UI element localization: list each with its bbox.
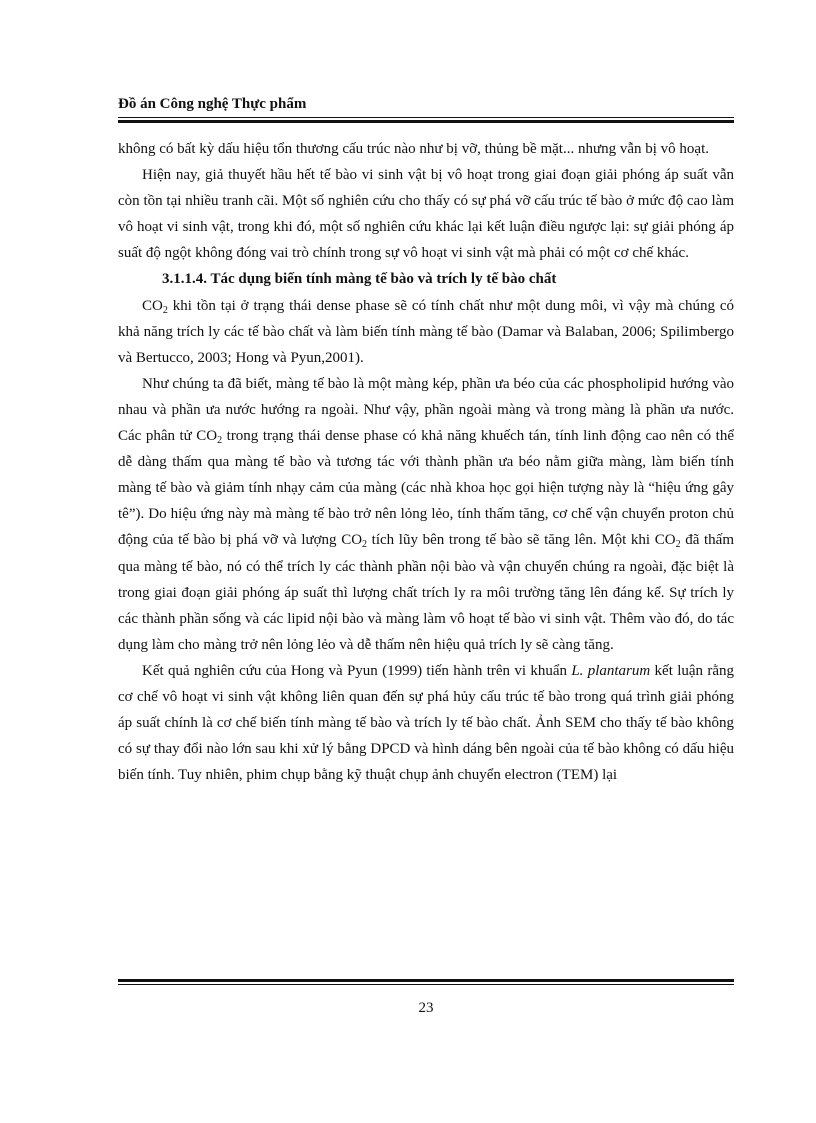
- document-body: [118, 136, 734, 788]
- italic-text: L. plantarum: [571, 662, 651, 679]
- page-number: 23: [418, 1000, 434, 1016]
- text-segment: kết luận rằng cơ chế vô hoạt vi sinh vật không liên quan đến sự phá hủy cấu trúc tế bào trong quá trình giải phóng áp suất chính là cơ chế biến tính màng tế bào và trích ly tế bào chất. Ảnh SEM cho thấy tế bào không có sự thay đổi nào lớn sau khi xử lý bằng DPCD và hình dáng bên ngoài của tế bào không có dấu hiệu biến tính. Tuy nhiên, phim chụp bằng kỹ thuật chụp ảnh chuyển electron (TEM) lại: [118, 662, 734, 784]
- paragraph-p2: [118, 162, 734, 266]
- paragraph-p1: [118, 136, 734, 162]
- text-segment: Như chúng ta đã biết, màng tế bào là một màng kép, phần ưa béo của các phospholipid hướng vào nhau và phần ưa nước hướng ra ngoài. Như vậy, phần ngoài màng và trong màng là phần ưa nước. Các phân tử CO: [118, 375, 734, 445]
- text-segment: Hiện nay, giả thuyết hầu hết tế bào vi sinh vật bị vô hoạt trong giai đoạn giải phóng áp suất vẫn còn tồn tại nhiều tranh cãi. Một số nghiên cứu cho thấy có sự phá vỡ cấu trúc tế bào ở mức độ cao làm vô hoạt vi sinh vật, trong khi đó, một số nghiên cứu khác lại kết luận điều ngược lại: sự giải phóng áp suất độ ngột không đóng vai trò chính trong sự vô hoạt vi sinh vật mà phải có một cơ chế khác.: [118, 167, 734, 262]
- paragraph-p5: [118, 658, 734, 788]
- text-segment: Kết quả nghiên cứu của Hong và Pyun (1999) tiến hành trên vi khuẩn: [142, 662, 572, 679]
- text-segment: CO: [142, 297, 163, 314]
- text-segment: tích lũy bên trong tế bào sẽ tăng lên. Một khi CO: [367, 532, 676, 549]
- subscript: 2: [162, 304, 168, 316]
- section-heading: 3.1.1.4. Tác dụng biến tính màng tế bào và trích ly tế bào chất: [162, 271, 557, 288]
- text-segment: khi tồn tại ở trạng thái dense phase sẽ có tính chất như một dung môi, vì vậy mà chúng có khả năng trích ly các tế bào chất và làm biến tính màng tế bào (Damar và Balaban, 2006; Spilimbergo và Bertucco, 2003; Hong và Pyun,2001).: [118, 297, 734, 366]
- paragraph-p3: [118, 293, 734, 371]
- paragraph-p4: [118, 371, 734, 658]
- page-header: [118, 94, 734, 114]
- footer-rule-thin: [118, 984, 734, 985]
- subscript: 2: [362, 539, 368, 551]
- text-segment: không có bất kỳ dấu hiệu tổn thương cấu trúc nào như bị vỡ, thủng bề mặt... nhưng vẫn bị vô hoạt.: [118, 141, 709, 157]
- footer-rule-thick: [118, 979, 734, 982]
- header-rule-thin: [118, 117, 734, 118]
- text-segment: trong trạng thái dense phase có khả năng khuếch tán, tính linh động cao nên có thể dễ dàng thấm qua màng tế bào và tương tác với thành phần ưa béo nằm giữa màng, làm biến tính màng tế bào và giảm tính nhạy cảm của màng (các nhà khoa học gọi hiện tượng này là “hiệu ứng gây tê”). Do hiệu ứng này mà màng tế bào trở nên lỏng lẻo, tính thấm tăng, cơ chế vận chuyển proton chủ động của tế bào bị phá vỡ và lượng CO: [118, 428, 734, 549]
- text-segment: đã thấm qua màng tế bào, nó có thể trích ly các thành phần nội bào và vận chuyển chúng ra ngoài, đặc biệt là trong giai đoạn giải phóng áp suất thì lượng chất trích ly ra môi trường tăng lên đáng kể. Sự trích ly các thành phần sống và các lipid nội bào và màng làm vô hoạt tế bào vi sinh vật. Thêm vào đó, do tác dụng làm cho màng trở nên lỏng lẻo và dễ thấm nên hiệu quả trích ly sẽ càng tăng.: [118, 532, 735, 653]
- subscript: 2: [675, 539, 681, 551]
- header-title: Đồ án Công nghệ Thực phẩm: [118, 96, 307, 112]
- subscript: 2: [217, 435, 223, 447]
- header-rule-thick: [118, 120, 734, 123]
